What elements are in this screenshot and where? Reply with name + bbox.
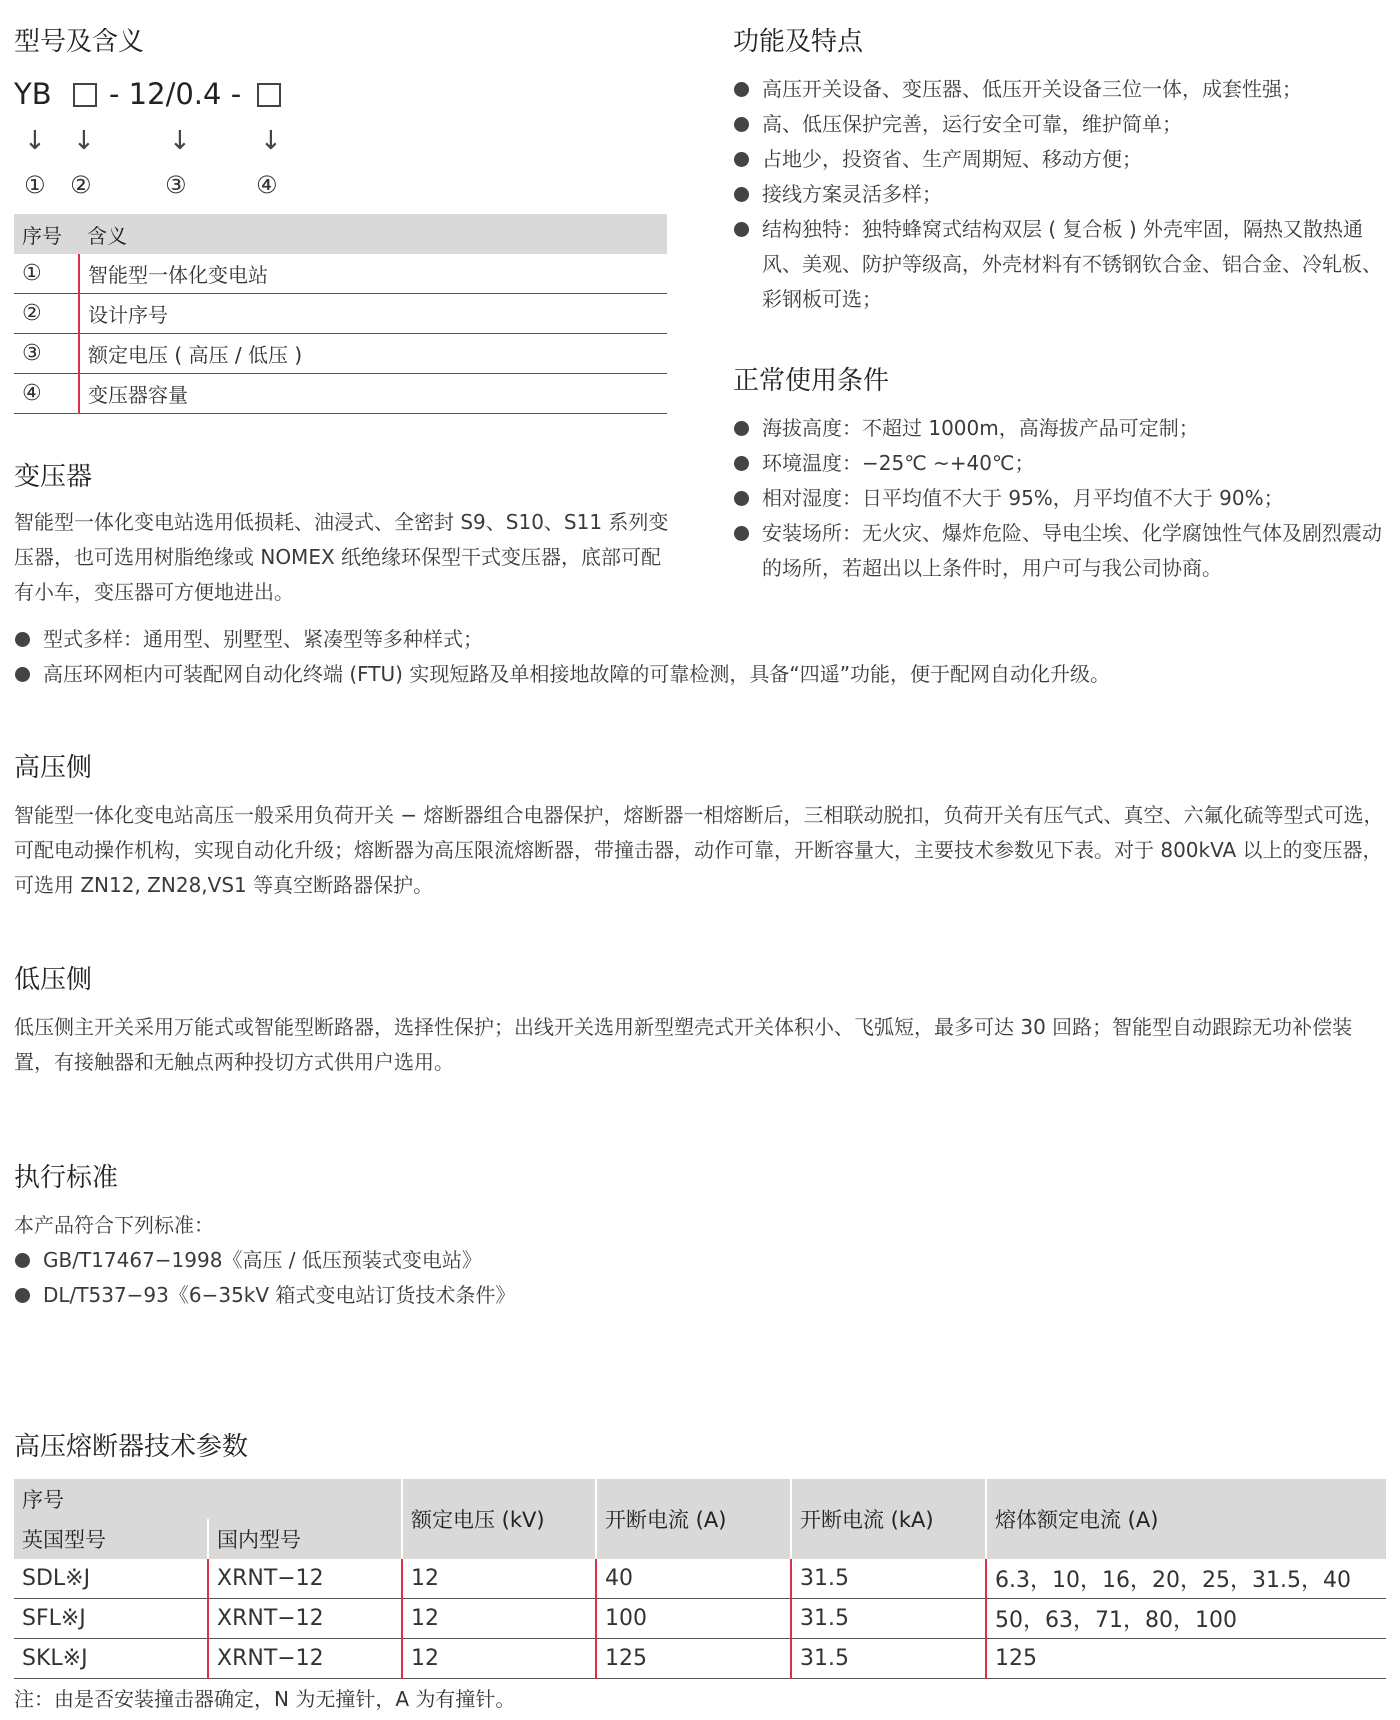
circle-number: ② <box>70 171 92 199</box>
list-item: 高压开关设备、变压器、低压开关设备三位一体，成套性强； <box>733 72 1388 107</box>
model-code-prefix: YB <box>14 77 52 111</box>
cell-break-ka: 31.5 <box>791 1639 986 1679</box>
row-number: ① <box>14 254 79 294</box>
bullet-dot-icon <box>15 632 30 647</box>
fuse-title: 高压熔断器技术参数 <box>14 1432 249 1462</box>
standards-intro: 本产品符合下列标准： <box>14 1213 214 1237</box>
fuse-note: 注：由是否安装撞击器确定，N 为无撞针，A 为有撞针。 <box>14 1687 516 1711</box>
list-item: 海拔高度：不超过 1000m，高海拔产品可定制； <box>733 411 1388 446</box>
cell-break-ka: 31.5 <box>791 1599 986 1639</box>
down-arrow-icon: ↓ <box>73 126 95 156</box>
cell-rated: 6.3，10，16，20，25，31.5，40 <box>986 1559 1386 1599</box>
table-row <box>14 1559 1386 1599</box>
cell-break-a: 125 <box>596 1639 791 1679</box>
row-number: ④ <box>14 374 79 414</box>
row-number: ③ <box>14 334 79 374</box>
bullet-dot-icon <box>15 1288 30 1303</box>
lv-side-title: 低压侧 <box>14 965 93 995</box>
bullet-dot-icon <box>734 187 749 202</box>
table-header-row <box>14 1479 1386 1519</box>
table-row <box>14 334 667 374</box>
list-item: 结构独特：独特蜂窝式结构双层 ( 复合板 ) 外壳牢固，隔热又散热通风、美观、防护等级高，外壳材料有不锈钢钦合金、铝合金、冷轧板、彩钢板可选； <box>733 212 1388 317</box>
hv-side-section <box>14 748 1386 903</box>
bullet-dot-icon <box>734 222 749 237</box>
column-header-break-a: 开断电流 (A) <box>596 1479 791 1559</box>
list-item: 接线方案灵活多样； <box>733 177 1388 212</box>
row-meaning: 额定电压 ( 高压 / 低压 ) <box>79 334 667 374</box>
row-meaning: 智能型一体化变电站 <box>79 254 667 294</box>
bullet-dot-icon <box>734 117 749 132</box>
transformer-title: 变压器 <box>14 462 93 492</box>
column-header-cn-model: 国内型号 <box>208 1519 402 1559</box>
bullet-dot-icon <box>734 421 749 436</box>
list-item: 相对湿度：日平均值不大于 95%，月平均值不大于 90%； <box>733 481 1388 516</box>
standards-title: 执行标准 <box>14 1163 119 1193</box>
cell-break-a: 100 <box>596 1599 791 1639</box>
column-header-rated: 熔体额定电流 (A) <box>986 1479 1386 1559</box>
conditions-list <box>733 411 1388 586</box>
hv-side-paragraph: 智能型一体化变电站高压一般采用负荷开关 − 熔断器组合电器保护，熔断器一相熔断后，三相联动脱扣，负荷开关有压气式、真空、六氟化硫等型式可选，可配电动操作机构，实现自动化升级；熔断器为高压限流熔断器，带撞击器，动作可靠，开断容量大，主要技术参数见下表。对于 800kVA 以上的变压器，可选用 ZN12, ZN28,VS1 等真空断路器保护。 <box>14 803 1384 897</box>
column-header-meaning: 含义 <box>79 214 667 254</box>
standards-section <box>14 1158 1386 1313</box>
table-row <box>14 1639 1386 1679</box>
list-item: GB/T17467−1998《高压 / 低压预装式变电站》 <box>14 1243 1386 1278</box>
cell-voltage: 12 <box>402 1559 596 1599</box>
table-row <box>14 294 667 334</box>
column-header-voltage: 额定电压 (kV) <box>402 1479 596 1559</box>
features-title: 功能及特点 <box>733 27 864 57</box>
cell-cn-model: XRNT−12 <box>208 1599 402 1639</box>
features-list <box>733 72 1388 317</box>
list-item: 高压环网柜内可装配网自动化终端 (FTU) 实现短路及单相接地故障的可靠检测，具备“四遥”功能，便于配网自动化升级。 <box>14 657 1386 692</box>
bullet-dot-icon <box>15 667 30 682</box>
fuse-section <box>14 1427 1386 1715</box>
list-item: DL/T537−93《6−35kV 箱式变电站订货技术条件》 <box>14 1278 1386 1313</box>
bullet-dot-icon <box>734 526 749 541</box>
model-meaning-table <box>14 214 667 414</box>
cell-rated: 125 <box>986 1639 1386 1679</box>
bullet-dot-icon <box>734 152 749 167</box>
bullet-dot-icon <box>734 456 749 471</box>
hv-side-title: 高压侧 <box>14 753 93 783</box>
column-header-no: 序号 <box>14 214 79 254</box>
bullet-dot-icon <box>734 491 749 506</box>
circle-number: ④ <box>256 171 278 199</box>
left-column <box>14 22 669 610</box>
model-placeholder-box-1 <box>73 83 97 107</box>
model-placeholder-box-2 <box>257 83 281 107</box>
model-code-diagram <box>14 74 669 214</box>
table-row <box>14 374 667 414</box>
cell-voltage: 12 <box>402 1639 596 1679</box>
row-meaning: 设计序号 <box>79 294 667 334</box>
cell-en-model: SKL※J <box>14 1639 208 1679</box>
table-header-row <box>14 214 667 254</box>
down-arrow-icon: ↓ <box>169 126 191 156</box>
transformer-bullets <box>14 622 1386 692</box>
lv-side-paragraph: 低压侧主开关采用万能式或智能型断路器，选择性保护；出线开关选用新型塑壳式开关体积小、飞弧短，最多可达 30 回路；智能型自动跟踪无功补偿装置，有接触器和无触点两种投切方式供用户选用。 <box>14 1015 1353 1074</box>
down-arrow-icon: ↓ <box>24 126 46 156</box>
list-item: 占地少，投资省、生产周期短、移动方便； <box>733 142 1388 177</box>
list-item: 型式多样：通用型、别墅型、紧凑型等多种样式； <box>14 622 1386 657</box>
list-item: 安装场所：无火灾、爆炸危险、导电尘埃、化学腐蚀性气体及剧烈震动的场所，若超出以上条件时，用户可与我公司协商。 <box>733 516 1388 586</box>
standards-list <box>14 1243 1386 1313</box>
row-number: ② <box>14 294 79 334</box>
conditions-title: 正常使用条件 <box>733 366 890 396</box>
list-item: 环境温度：−25℃ ~+40℃； <box>733 446 1388 481</box>
model-title: 型号及含义 <box>14 27 145 57</box>
row-meaning: 变压器容量 <box>79 374 667 414</box>
transformer-paragraph: 智能型一体化变电站选用低损耗、油浸式、全密封 S9、S10、S11 系列变压器，也可选用树脂绝缘或 NOMEX 纸绝缘环保型干式变压器，底部可配有小车，变压器可方便地进出。 <box>14 510 669 604</box>
cell-en-model: SDL※J <box>14 1559 208 1599</box>
cell-en-model: SFL※J <box>14 1599 208 1639</box>
table-row <box>14 254 667 294</box>
cell-break-a: 40 <box>596 1559 791 1599</box>
column-header-break-ka: 开断电流 (kA) <box>791 1479 986 1559</box>
cell-cn-model: XRNT−12 <box>208 1559 402 1599</box>
column-header-en-model: 英国型号 <box>14 1519 208 1559</box>
cell-cn-model: XRNT−12 <box>208 1639 402 1679</box>
column-header-group: 序号 <box>14 1479 402 1519</box>
cell-voltage: 12 <box>402 1599 596 1639</box>
down-arrow-icon: ↓ <box>260 126 282 156</box>
bullet-dot-icon <box>734 82 749 97</box>
model-code-middle: - 12/0.4 - <box>109 77 242 111</box>
list-item: 高、低压保护完善，运行安全可靠，维护简单； <box>733 107 1388 142</box>
circle-number: ① <box>24 171 46 199</box>
table-row <box>14 1599 1386 1639</box>
right-column <box>733 22 1388 586</box>
cell-break-ka: 31.5 <box>791 1559 986 1599</box>
lv-side-section <box>14 960 1386 1080</box>
cell-rated: 50，63，71，80，100 <box>986 1599 1386 1639</box>
bullet-dot-icon <box>15 1253 30 1268</box>
fuse-table <box>14 1479 1386 1679</box>
circle-number: ③ <box>165 171 187 199</box>
